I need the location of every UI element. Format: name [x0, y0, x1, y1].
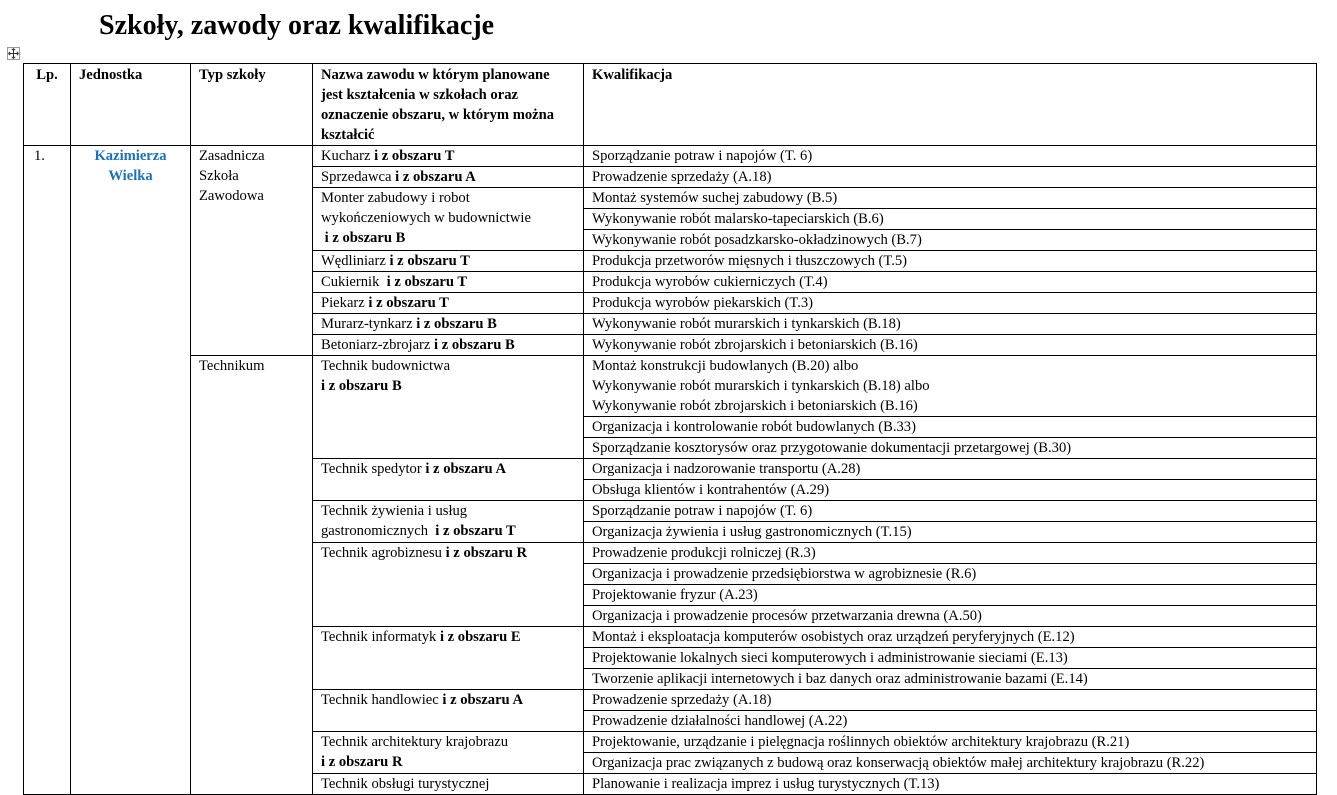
- qualification: Sporządzanie potraw i napojów (T. 6): [584, 501, 1317, 522]
- qualification: Obsługa klientów i kontrahentów (A.29): [584, 480, 1317, 501]
- profession-sprzedawca: Sprzedawca i z obszaru A: [313, 167, 584, 188]
- qualification: Montaż systemów suchej zabudowy (B.5): [584, 188, 1317, 209]
- qualification: Organizacja i kontrolowanie robót budowlanych (B.33): [584, 417, 1317, 438]
- profession-kucharz: Kucharz i z obszaru T: [313, 146, 584, 167]
- qualification: Organizacja prac związanych z budową oraz konserwacją obiektów małej architektury krajobrazu (R.22): [584, 753, 1317, 774]
- header-nazwa-zawodu: Nazwa zawodu w którym planowane jest kształcenia w szkołach oraz oznaczenie obszaru, w którym można kształcić: [313, 64, 584, 146]
- qualification: Wykonywanie robót malarsko-tapeciarskich (B.6): [584, 209, 1317, 230]
- profession-technik-informatyk: Technik informatyk i z obszaru E: [313, 627, 584, 690]
- qualification: Organizacja żywienia i usług gastronomicznych (T.15): [584, 522, 1317, 543]
- qualification: Organizacja i nadzorowanie transportu (A.28): [584, 459, 1317, 480]
- qualification: Montaż i eksploatacja komputerów osobistych oraz urządzeń peryferyjnych (E.12): [584, 627, 1317, 648]
- qualifications-table: [23, 63, 1317, 795]
- header-typ-szkoly: Typ szkoły: [191, 64, 313, 146]
- qualification: Prowadzenie działalności handlowej (A.22): [584, 711, 1317, 732]
- qualification: Montaż konstrukcji budowlanych (B.20) albo Wykonywanie robót murarskich i tynkarskich (B.18) albo Wykonywanie robót zbrojarskich i betoniarskich (B.16): [584, 356, 1317, 417]
- cell-jednostka: Kazimierza Wielka: [71, 146, 191, 795]
- profession-murarz-tynkarz: Murarz-tynkarz i z obszaru B: [313, 314, 584, 335]
- qualification: Projektowanie, urządzanie i pielęgnacja roślinnych obiektów architektury krajobrazu (R.21): [584, 732, 1317, 753]
- profession-technik-budownictwa: Technik budownictwa i z obszaru B: [313, 356, 584, 459]
- header-jednostka: Jednostka: [71, 64, 191, 146]
- profession-cukiernik: Cukiernik i z obszaru T: [313, 272, 584, 293]
- profession-technik-architektury: Technik architektury krajobrazu i z obszaru R: [313, 732, 584, 774]
- qualification: Produkcja wyrobów piekarskich (T.3): [584, 293, 1317, 314]
- qualification: Wykonywanie robót zbrojarskich i betoniarskich (B.16): [584, 335, 1317, 356]
- cell-lp: 1.: [24, 146, 71, 795]
- qualification: Wykonywanie robót posadzkarsko-okładzinowych (B.7): [584, 230, 1317, 251]
- profession-technik-obslugi-turystycznej: Technik obsługi turystycznej: [313, 774, 584, 795]
- qualification: Wykonywanie robót murarskich i tynkarskich (B.18): [584, 314, 1317, 335]
- qualification: Sporządzanie potraw i napojów (T. 6): [584, 146, 1317, 167]
- table-row: [24, 356, 1317, 417]
- profession-betoniarz-zbrojarz: Betoniarz-zbrojarz i z obszaru B: [313, 335, 584, 356]
- qualification: Projektowanie lokalnych sieci komputerowych i administrowanie sieciami (E.13): [584, 648, 1317, 669]
- cell-typ-zasadnicza: Zasadnicza Szkoła Zawodowa: [191, 146, 313, 356]
- qualification: Prowadzenie produkcji rolniczej (R.3): [584, 543, 1317, 564]
- qualification: Tworzenie aplikacji internetowych i baz danych oraz administrowanie bazami (E.14): [584, 669, 1317, 690]
- table-row: [24, 146, 1317, 167]
- qualification: Organizacja i prowadzenie przedsiębiorstwa w agrobiznesie (R.6): [584, 564, 1317, 585]
- header-kwalifikacja: Kwalifikacja: [584, 64, 1317, 146]
- header-lp: Lp.: [24, 64, 71, 146]
- qualification: Sporządzanie kosztorysów oraz przygotowanie dokumentacji przetargowej (B.30): [584, 438, 1317, 459]
- qualification: Projektowanie fryzur (A.23): [584, 585, 1317, 606]
- qualification: Prowadzenie sprzedaży (A.18): [584, 690, 1317, 711]
- header-row: [24, 64, 1317, 146]
- profession-technik-spedytor: Technik spedytor i z obszaru A: [313, 459, 584, 501]
- table-move-handle-icon[interactable]: [7, 47, 20, 60]
- profession-technik-agrobiznesu: Technik agrobiznesu i z obszaru R: [313, 543, 584, 627]
- qualification: Planowanie i realizacja imprez i usług turystycznych (T.13): [584, 774, 1317, 795]
- profession-technik-zywienia: Technik żywienia i usług gastronomicznych i z obszaru T: [313, 501, 584, 543]
- profession-monter: Monter zabudowy i robot wykończeniowych w budownictwie i z obszaru B: [313, 188, 584, 251]
- profession-technik-handlowiec: Technik handlowiec i z obszaru A: [313, 690, 584, 732]
- qualification: Produkcja przetworów mięsnych i tłuszczowych (T.5): [584, 251, 1317, 272]
- qualification: Produkcja wyrobów cukierniczych (T.4): [584, 272, 1317, 293]
- profession-wedliniarz: Wędliniarz i z obszaru T: [313, 251, 584, 272]
- page-title: Szkoły, zawody oraz kwalifikacje: [99, 10, 495, 41]
- qualification: Organizacja i prowadzenie procesów przetwarzania drewna (A.50): [584, 606, 1317, 627]
- cell-typ-technikum: Technikum: [191, 356, 313, 795]
- profession-piekarz: Piekarz i z obszaru T: [313, 293, 584, 314]
- qualification: Prowadzenie sprzedaży (A.18): [584, 167, 1317, 188]
